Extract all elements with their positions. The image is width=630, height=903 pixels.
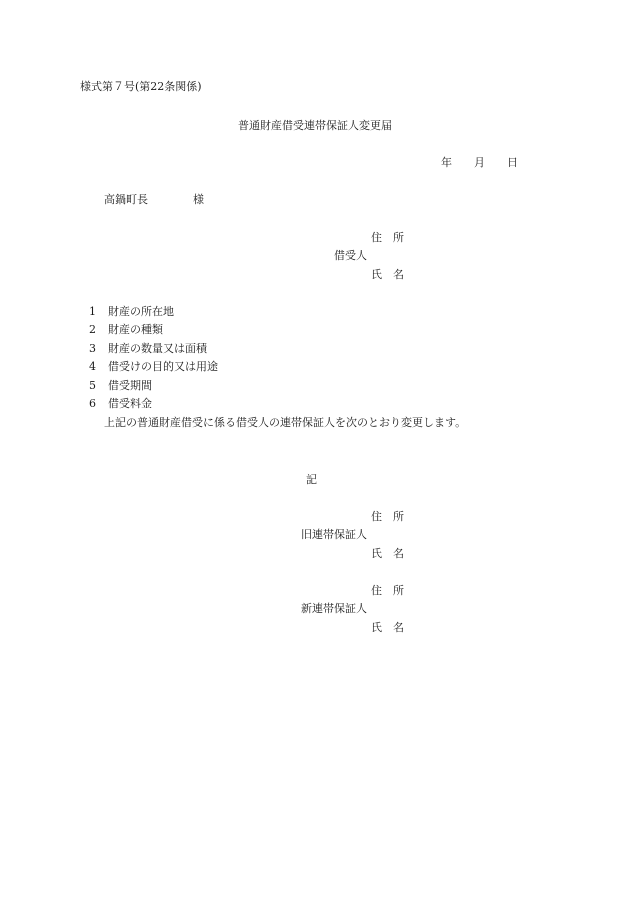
item-number: 1 [89, 305, 96, 318]
new-guarantor-role-label: 新連帯保証人 [301, 602, 367, 615]
date-month-label: 月 [474, 156, 485, 169]
date-year-label: 年 [441, 156, 452, 169]
addressee-name: 高鍋町長 [104, 193, 148, 206]
borrower-role-label: 借受人 [334, 249, 367, 262]
old-guarantor-address-label: 住所 [371, 510, 415, 523]
date-day-label: 日 [507, 156, 518, 169]
addressee [104, 194, 204, 205]
item-label: 借受期間 [108, 379, 152, 392]
new-guarantor-name-label: 氏名 [371, 621, 415, 634]
item-label: 財産の所在地 [108, 305, 174, 318]
item-number: 4 [89, 360, 96, 373]
list-item [89, 398, 152, 409]
list-item [89, 324, 163, 335]
list-item [89, 380, 152, 391]
item-number: 2 [89, 323, 96, 336]
date-line [441, 157, 518, 168]
item-label: 財産の種類 [108, 323, 163, 336]
new-guarantor-address-label: 住所 [371, 584, 415, 597]
item-number: 5 [89, 379, 96, 392]
form-number: 様式第７号(第22条関係) [80, 80, 202, 93]
borrower-name-label: 氏名 [371, 268, 415, 281]
intro-paragraph: 上記の普通財産借受に係る借受人の連帯保証人を次のとおり変更します。 [104, 416, 467, 429]
item-number: 6 [89, 397, 96, 410]
item-label: 借受けの目的又は用途 [108, 360, 218, 373]
item-number: 3 [89, 342, 96, 355]
item-label: 財産の数量又は面積 [108, 342, 207, 355]
item-label: 借受料金 [108, 397, 152, 410]
old-guarantor-name-label: 氏名 [371, 547, 415, 560]
old-guarantor-role-label: 旧連帯保証人 [301, 528, 367, 541]
document-title: 普通財産借受連帯保証人変更届 [238, 119, 392, 132]
ki-heading: 記 [306, 473, 317, 486]
list-item [89, 306, 174, 317]
borrower-address-label: 住所 [371, 231, 415, 244]
list-item [89, 361, 218, 372]
list-item [89, 343, 207, 354]
addressee-honorific: 様 [193, 193, 204, 206]
